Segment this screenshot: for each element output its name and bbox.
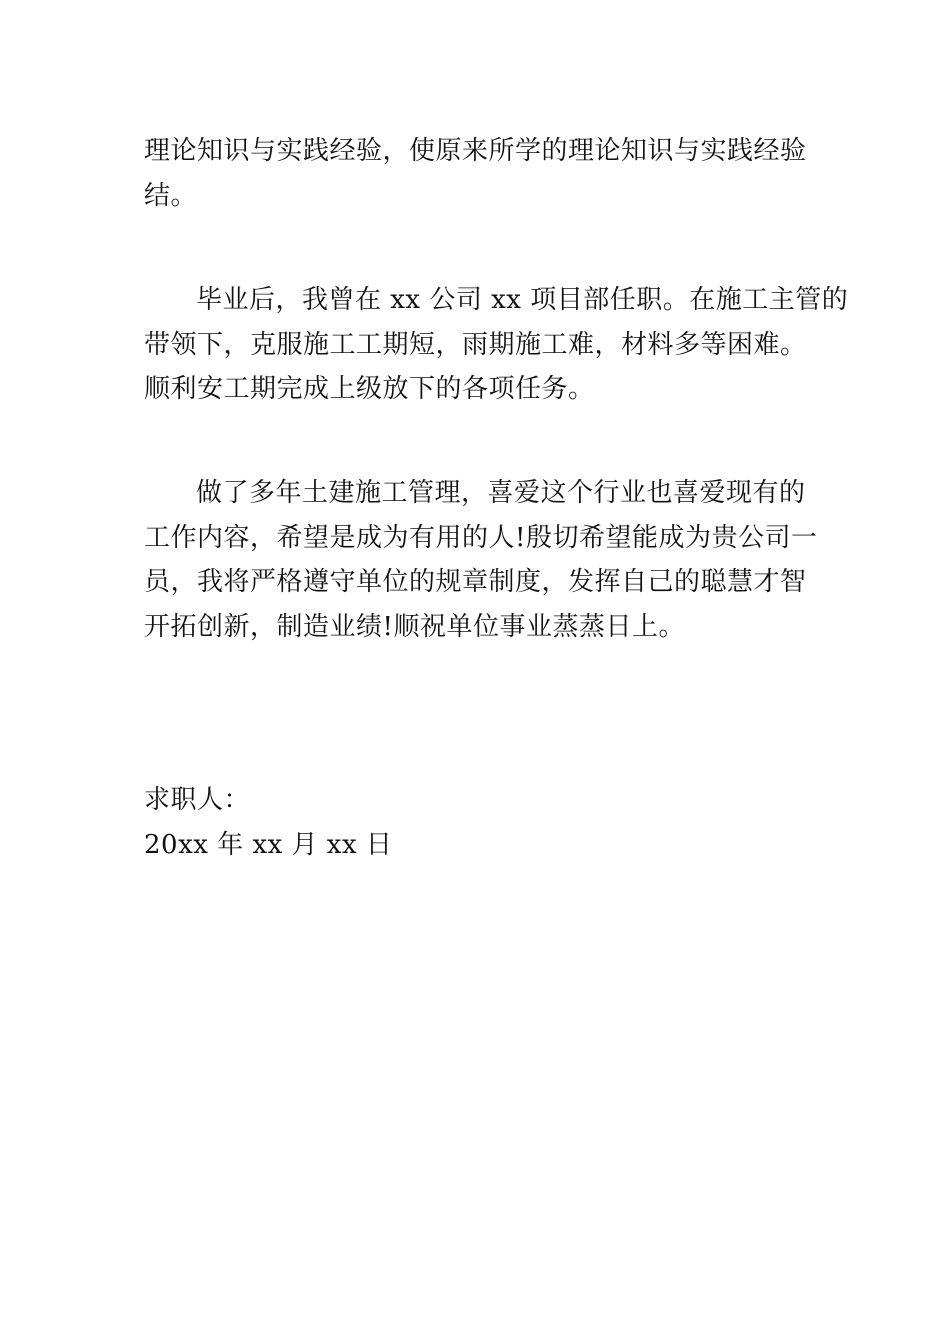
paragraph-employment bbox=[144, 278, 849, 412]
paragraph-closing bbox=[144, 471, 818, 649]
paragraph-line: 开拓创新，制造业绩!顺祝单位事业蒸蒸日上。 bbox=[144, 611, 685, 642]
paragraph-line: 做了多年土建施工管理，喜爱这个行业也喜爱现有的 bbox=[196, 478, 806, 508]
paragraph-line: 理论知识与实践经验，使原来所学的理论知识与实践经验 bbox=[144, 136, 807, 166]
paragraph-line: 结。 bbox=[144, 180, 198, 211]
paragraph-line: 顺利安工期完成上级放下的各项任务。 bbox=[144, 374, 595, 404]
paragraph-line: 工作内容，希望是成为有用的人!殷切希望能成为贵公司一 bbox=[144, 522, 818, 553]
applicant-label: 求职人： bbox=[144, 785, 251, 815]
signature-date: 20xx 年 xx 月 xx 日 bbox=[144, 829, 393, 860]
paragraph-line: 带领下，克服施工工期短，雨期施工难，材料多等困难。 bbox=[144, 329, 807, 360]
signature-block bbox=[144, 778, 812, 867]
paragraph-line: 毕业后，我曾在 xx 公司 xx 项目部任职。在施工主管的 bbox=[196, 285, 849, 315]
paragraph-line: 员，我将严格遵守单位的规章制度，发挥自己的聪慧才智 bbox=[144, 567, 807, 597]
paragraph-continued bbox=[144, 129, 812, 218]
